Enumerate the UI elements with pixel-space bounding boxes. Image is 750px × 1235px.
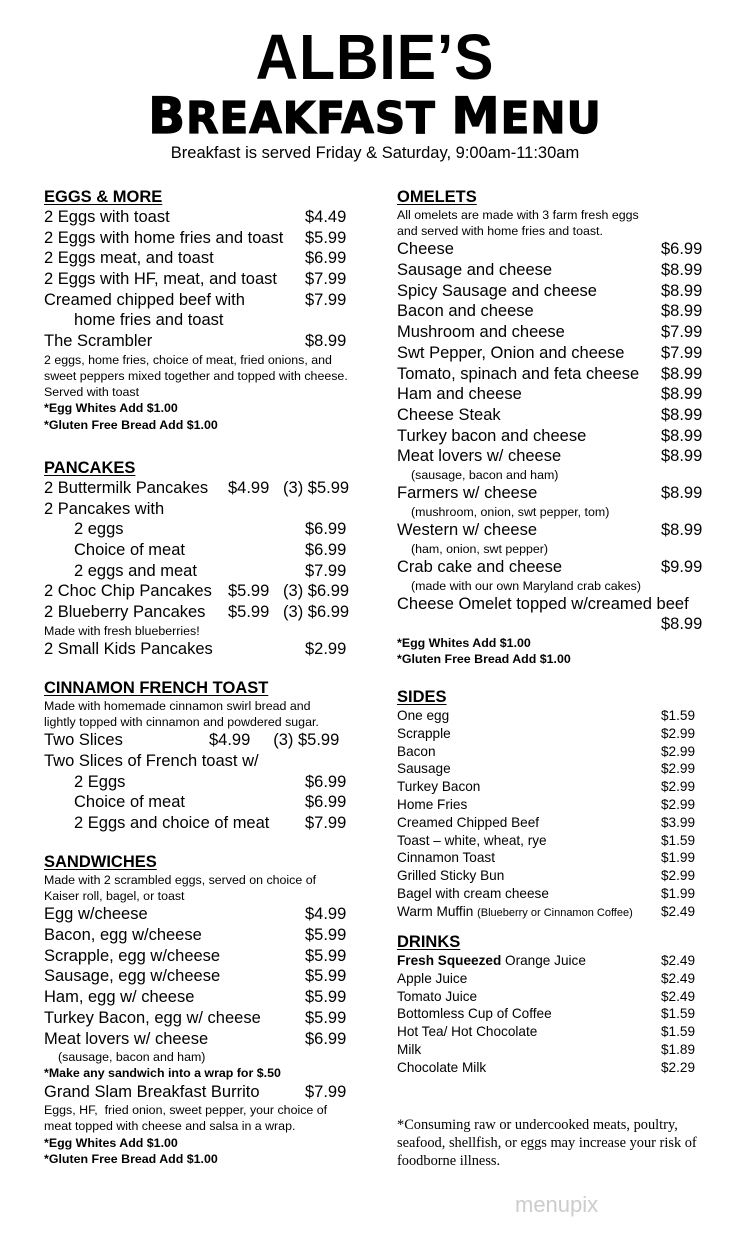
item-name: Bacon [397,743,436,759]
item-name: One egg [397,708,450,723]
item-name: Made with homemade cinnamon swirl bread and [44,699,311,713]
item-name: Sausage and cheese [397,261,553,280]
item-detail: (Blueberry or Cinnamon Coffee) [477,906,633,919]
section-heading: OMELETS [397,188,477,206]
menu-item [44,813,364,834]
menu-item [397,520,717,541]
item-price: $1.59 [661,1006,696,1022]
item-price: $1.89 [661,1041,696,1057]
item-name: meat topped with cheese and salsa in a wrap. [44,1119,296,1134]
menu-note [44,417,364,433]
item-price: $1.99 [661,850,696,866]
item-name: The Scrambler [44,332,153,351]
section-sandwiches [44,852,364,1167]
item-name: Creamed chipped beef with [44,290,245,309]
menu-item [397,707,717,725]
menu-item [44,730,364,751]
menu-item [397,1005,717,1023]
item-price: $2.49 [661,988,696,1004]
menu-note [44,1135,364,1151]
item-name: Hot Tea/ Hot Chocolate [397,1024,538,1040]
item-name: Sausage, egg w/cheese [44,967,221,986]
item-price: $2.99 [661,868,696,884]
menu-item [397,239,717,260]
menu-item [44,966,364,987]
item-name: Turkey Bacon, egg w/ cheese [44,1008,261,1027]
item-name: Creamed Chipped Beef [397,814,540,830]
item-name: Bacon and cheese [397,302,534,321]
item-name: *Gluten Free Bread Add $1.00 [44,1151,218,1166]
item-price: $7.99 [305,270,347,289]
item-name: 2 Buttermilk Pancakes [44,479,209,497]
menu-note [44,1049,364,1065]
item-name: Turkey Bacon [397,779,481,795]
menu-item [397,281,717,302]
item-name: Bagel with cream cheese [397,885,549,901]
menu-item [44,925,364,946]
item-name: Meat lovers w/ cheese [44,1029,209,1048]
menu-item [44,331,364,352]
menu-item [397,260,717,281]
item-name: Served with toast [44,385,140,400]
item-name: 2 Eggs [74,772,126,791]
section-heading: PANCAKES [44,459,136,477]
item-price: $6.99 [305,520,347,539]
menu-note [44,1065,364,1081]
menu-item [44,248,364,269]
menu-item [397,903,717,921]
item-price: $5.99 [305,988,347,1007]
item-price: $8.99 [661,385,703,404]
menu-title-part: REAKFAST [186,94,452,144]
menu-note [397,541,717,557]
item-name: 2 Eggs with home fries and toast [44,228,284,247]
menu-item [44,561,364,582]
menu-item [397,743,717,761]
item-name: Cheese Omelet topped w/creamed beef [397,594,689,613]
item-price: $7.99 [305,290,347,309]
item-price: $2.99 [305,640,347,658]
menu-note [44,1118,364,1134]
menu-title-letter: M [451,86,501,146]
menu-item [44,792,364,813]
menu-item [397,343,717,364]
menu-note [44,400,364,416]
item-name: Milk [397,1041,422,1057]
item-price: $6.99 [305,541,347,560]
menu-note [44,368,364,384]
item-price: $7.99 [305,814,347,833]
menu-item [44,207,364,228]
item-price: $8.99 [661,281,703,300]
item-price: $8.99 [305,332,347,351]
item-price: $8.99 [661,484,703,503]
item-name: Two Slices of French toast w/ [44,752,259,771]
item-name: 2 Blueberry Pancakes [44,603,206,622]
menu-note [44,623,364,639]
item-name: Cinnamon Toast [397,850,495,866]
item-name: Crab cake and cheese [397,557,563,576]
item-name: (sausage, bacon and ham) [411,467,559,482]
item-price: $2.99 [661,796,696,812]
section-heading: SIDES [397,688,447,706]
item-name: Choice of meat [74,541,185,560]
item-name: Grand Slam Breakfast Burrito [44,1082,260,1101]
menu-item [397,867,717,885]
item-price: $6.99 [305,772,347,791]
section-omelets [397,187,717,668]
menu-note [44,714,364,730]
item-name: Toast – white, wheat, rye [397,832,547,848]
menu-note [44,888,364,904]
item-price: $5.99 [305,967,347,986]
item-price: $6.99 [305,249,347,268]
item-price: $8.99 [661,405,703,424]
item-name: Home Fries [397,796,468,812]
item-name: Tomato Juice [397,988,478,1004]
item-name: Warm Muffin [397,903,478,919]
item-price: $7.99 [661,323,703,342]
item-name: Apple Juice [397,970,468,986]
item-price: $5.99 [305,946,347,965]
item-price: $5.99 [305,228,347,247]
item-name: 2 Eggs and choice of meat [74,814,270,833]
menu-item [397,970,717,988]
item-name: *Egg Whites Add $1.00 [44,1135,178,1150]
menu-item [44,290,364,311]
menu-item [44,581,364,602]
menu-title [0,86,750,146]
item-name: 2 Eggs with HF, meat, and toast [44,270,277,289]
menu-item [397,1023,717,1041]
item-name: (made with our own Maryland crab cakes) [411,578,642,593]
item-price: $2.99 [661,761,696,777]
item-name: sweet peppers mixed together and topped with cheese. [44,369,348,383]
item-name: Spicy Sausage and cheese [397,281,597,300]
item-name: 2 eggs [74,520,124,539]
section-heading: EGGS & MORE [44,188,163,206]
menu-item [44,751,364,772]
item-name: (ham, onion, swt pepper) [411,541,549,556]
item-name: 2 eggs and meat [74,561,197,580]
menu-note [397,651,717,667]
food-safety-disclaimer: *Consuming raw or undercooked meats, poultry, seafood, shellfish, or eggs may increase your risk of foodborne illness. [397,1117,697,1169]
menu-note [44,1151,364,1167]
item-price: $1.59 [661,1024,696,1040]
item-name: Made with fresh blueberries! [44,623,200,638]
item-name: Orange Juice [501,953,586,968]
menu-item [44,310,364,331]
menu-item [44,1082,364,1103]
item-price: $1.99 [661,885,696,901]
item-price: $5.99 [305,1008,347,1027]
menu-note [44,872,364,888]
menu-item [397,483,717,504]
item-name: Bottomless Cup of Coffee [397,1006,552,1022]
item-name: 2 Eggs with toast [44,208,170,226]
item-name: *Egg Whites Add $1.00 [44,401,178,416]
menu-item [397,988,717,1006]
hours-text: Breakfast is served Friday & Saturday, 9:00am-11:30am [170,144,580,162]
menu-item [397,405,717,426]
item-name: (mushroom, onion, swt pepper, tom) [411,504,610,519]
menu-item [397,446,717,467]
menu-item [397,1059,717,1077]
section-pancakes [44,458,364,660]
menu-item [44,228,364,249]
menu-item [397,426,717,447]
item-price: $7.99 [305,561,347,580]
item-name: home fries and toast [74,311,224,330]
menu-item [44,540,364,561]
menu-item [397,778,717,796]
item-name: *Egg Whites Add $1.00 [397,636,531,651]
section-cinnamon [44,678,364,834]
item-name: Meat lovers w/ cheese [397,447,562,466]
menu-item [44,478,364,499]
item-name: Choice of meat [74,793,185,812]
menu-title-letter: B [148,86,187,146]
item-price: $8.99 [661,364,703,383]
menu-item [44,1029,364,1050]
menu-item [44,499,364,520]
menu-item [397,384,717,405]
item-price: $7.99 [305,1082,347,1101]
menu-item [44,987,364,1008]
item-name: Two Slices [44,731,123,750]
item-name: 2 Pancakes with [44,499,165,518]
item-name: (sausage, bacon and ham) [58,1050,206,1065]
item-name-emphasis: Fresh Squeezed [397,953,502,968]
menu-item [397,832,717,850]
item-price: $5.99 [305,926,347,945]
menu-note [397,504,717,520]
section-sides [397,687,717,921]
item-name: lightly topped with cinnamon and powdered sugar. [44,715,319,730]
item-name: Sausage [397,761,451,777]
menu-item [397,849,717,867]
item-price: $6.99 [661,240,703,259]
item-price: $7.99 [661,343,703,362]
item-price: $8.99 [661,615,703,634]
menu-item [44,946,364,967]
menu-item [44,772,364,793]
item-price: $4.99 [305,905,347,924]
section-heading: CINNAMON FRENCH TOAST [44,679,269,697]
item-price: $4.99 (3) $5.99 [209,731,340,750]
item-name: Mushroom and cheese [397,323,565,342]
menu-item [397,796,717,814]
menu-item [397,760,717,778]
section-eggs [44,187,364,433]
item-name: *Make any sandwich into a wrap for $.50 [44,1066,281,1081]
menu-note [397,578,717,594]
item-name: and served with home fries and toast. [397,224,603,239]
menu-item [397,1041,717,1059]
item-name: Tomato, spinach and feta cheese [397,364,640,383]
menu-item [397,557,717,578]
menu-item [44,602,364,623]
menu-item [397,725,717,743]
item-price: $2.49 [661,903,696,919]
menu-item [397,952,717,970]
item-name: Western w/ cheese [397,521,538,539]
item-name: Eggs, HF, fried onion, sweet pepper, your choice of [44,1103,328,1118]
menu-note [44,384,364,400]
item-price: $1.59 [661,708,696,723]
item-name: Scrapple [397,725,451,741]
menu-item [397,594,717,615]
item-name: Ham, egg w/ cheese [44,988,195,1007]
item-price: $5.99 (3) $6.99 [228,582,350,601]
item-price: $8.99 [661,521,703,539]
item-price: $8.99 [661,302,703,321]
item-name: 2 Small Kids Pancakes [44,640,213,658]
section-drinks [397,932,717,1077]
item-name: *Gluten Free Bread Add $1.00 [397,652,571,667]
item-price: $4.49 [305,208,347,226]
item-price: $9.99 [661,557,703,576]
item-price: $2.99 [661,779,696,795]
item-price: $1.59 [661,832,696,848]
menu-note [397,207,717,223]
item-name: Turkey bacon and cheese [397,426,587,445]
menu-item [397,885,717,903]
menu-note [397,223,717,239]
item-price: $2.29 [661,1059,696,1075]
item-name: *Gluten Free Bread Add $1.00 [44,417,218,432]
item-name: Swt Pepper, Onion and cheese [397,343,625,362]
menu-item [397,322,717,343]
item-price: $8.99 [661,447,703,466]
item-price: $2.49 [661,970,696,986]
item-name: 2 Eggs meat, and toast [44,249,214,268]
restaurant-name: ALBIE’S [255,21,495,93]
item-name: Kaiser roll, bagel, or toast [44,889,185,904]
item-name: Cheese Steak [397,405,501,424]
item-price: $2.49 [661,953,696,968]
section-heading: SANDWICHES [44,853,157,871]
item-price: $2.99 [661,743,696,759]
menu-title-part: ENU [500,94,602,144]
item-name: 2 eggs, home fries, choice of meat, fried onions, and [44,352,332,367]
item-price: $6.99 [305,793,347,812]
watermark-logo: menupix [515,1192,599,1217]
item-name: 2 Choc Chip Pancakes [44,582,212,601]
item-name: Ham and cheese [397,385,522,404]
menu-item [44,519,364,540]
item-price: $5.99 (3) $6.99 [228,603,350,622]
menu-item [397,364,717,385]
item-price: $8.99 [661,426,703,445]
menu-item [397,814,717,832]
item-name: Bacon, egg w/cheese [44,926,202,945]
menu-note [44,1102,364,1118]
item-price: $6.99 [305,1029,347,1048]
menu-item [44,269,364,290]
item-name: All omelets are made with 3 farm fresh eggs [397,208,639,222]
menu-item [44,639,364,660]
menu-note [44,352,364,368]
item-price: $2.99 [661,725,696,741]
menu-note [44,698,364,714]
item-name: Made with 2 scrambled eggs, served on choice of [44,873,317,887]
item-name: Chocolate Milk [397,1059,487,1075]
item-name: Grilled Sticky Bun [397,868,505,884]
menu-item [397,301,717,322]
item-price: $4.99 (3) $5.99 [228,479,350,497]
menu-item [44,904,364,925]
section-heading: DRINKS [397,933,461,951]
item-name: Scrapple, egg w/cheese [44,946,221,965]
item-price: $3.99 [661,814,696,830]
item-name: Egg w/cheese [44,905,148,924]
item-name: Cheese [397,240,454,259]
menu-item [44,1008,364,1029]
menu-note [397,635,717,651]
item-name: Farmers w/ cheese [397,484,538,503]
menu-item [397,614,717,635]
menu-note [397,467,717,483]
item-price: $8.99 [661,261,703,280]
